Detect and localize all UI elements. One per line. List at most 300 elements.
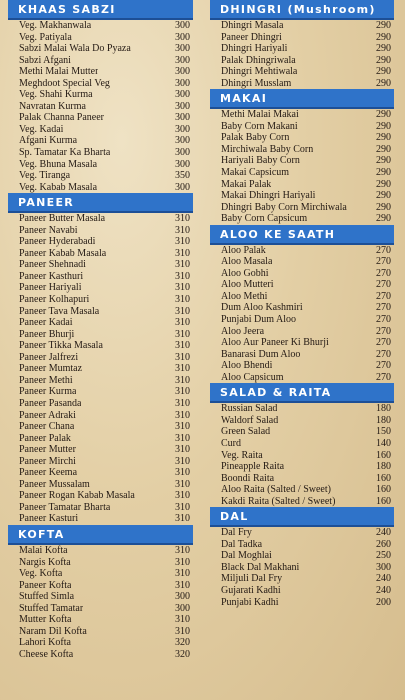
dish-price: 270 bbox=[376, 314, 391, 326]
dish-price: 310 bbox=[175, 294, 190, 306]
dish-price: 310 bbox=[175, 317, 190, 329]
dish-price: 290 bbox=[376, 155, 391, 167]
menu-item bbox=[210, 213, 394, 225]
menu-item bbox=[8, 386, 193, 398]
menu-item bbox=[210, 326, 394, 338]
menu-item bbox=[8, 159, 193, 171]
menu-item bbox=[210, 527, 394, 539]
menu-item bbox=[210, 539, 394, 551]
dish-name: Malai Kofta bbox=[19, 544, 68, 556]
menu-item bbox=[8, 591, 193, 603]
dish-price: 270 bbox=[376, 256, 391, 268]
menu-section-dhingri-mushroom bbox=[210, 0, 394, 89]
dish-name: Paneer Shehnadi bbox=[19, 259, 86, 271]
menu-item bbox=[210, 349, 394, 361]
section-header: SALAD & RAITA bbox=[210, 383, 394, 403]
dish-price: 310 bbox=[175, 467, 190, 479]
menu-item bbox=[8, 124, 193, 136]
menu-section-dal bbox=[210, 507, 394, 608]
menu-item bbox=[210, 403, 394, 415]
dish-name: Stuffed Tamatar bbox=[19, 602, 84, 614]
menu-item bbox=[210, 256, 394, 268]
menu-item bbox=[8, 259, 193, 271]
menu-item bbox=[210, 426, 394, 438]
dish-price: 290 bbox=[376, 213, 391, 225]
dish-price: 250 bbox=[376, 550, 391, 562]
dish-price: 290 bbox=[376, 43, 391, 55]
dish-name: Palak Baby Corn bbox=[221, 132, 290, 144]
dish-price: 160 bbox=[376, 484, 391, 496]
dish-name: Dhingri Baby Corn Mirchiwala bbox=[221, 201, 347, 213]
dish-price: 310 bbox=[175, 305, 190, 317]
dish-price: 290 bbox=[376, 120, 391, 132]
dish-name: Paneer Methi bbox=[19, 374, 73, 386]
menu-item bbox=[8, 557, 193, 569]
dish-price: 300 bbox=[175, 158, 190, 170]
dish-name: Paneer Kasthuri bbox=[19, 270, 84, 282]
menu-item bbox=[8, 20, 193, 32]
dish-price: 300 bbox=[376, 561, 391, 573]
dish-name: Paneer Bhurji bbox=[19, 328, 75, 340]
dish-name: Veg. Raita bbox=[221, 449, 263, 461]
menu-item bbox=[210, 291, 394, 303]
dish-name: Veg. Kadai bbox=[19, 123, 64, 135]
dish-price: 310 bbox=[175, 432, 190, 444]
dish-price: 160 bbox=[376, 495, 391, 507]
dish-price: 310 bbox=[175, 259, 190, 271]
dish-price: 310 bbox=[175, 478, 190, 490]
dish-price: 150 bbox=[376, 426, 391, 438]
dish-name: Boondi Raita bbox=[221, 472, 275, 484]
menu-item bbox=[210, 43, 394, 55]
dish-price: 310 bbox=[175, 501, 190, 513]
menu-item bbox=[8, 213, 193, 225]
dish-price: 350 bbox=[175, 170, 190, 182]
menu-section-salad-raita bbox=[210, 383, 394, 507]
dish-price: 180 bbox=[376, 461, 391, 473]
dish-price: 310 bbox=[175, 556, 190, 568]
dish-price: 290 bbox=[376, 31, 391, 43]
dish-price: 270 bbox=[376, 337, 391, 349]
dish-name: Paneer Kofta bbox=[19, 579, 72, 591]
dish-name: Veg. Kabab Masala bbox=[19, 181, 98, 193]
menu-item bbox=[8, 170, 193, 182]
dish-price: 310 bbox=[175, 213, 190, 225]
dish-name: Methi Malai Makai bbox=[221, 109, 299, 121]
menu-item bbox=[210, 496, 394, 508]
dish-name: Veg. Makhanwala bbox=[19, 20, 92, 31]
dish-name: Paneer Tava Masala bbox=[19, 305, 100, 317]
dish-price: 180 bbox=[376, 403, 391, 415]
dish-name: Russian Salad bbox=[221, 403, 278, 415]
dish-name: Veg. Patiyala bbox=[19, 31, 72, 43]
dish-price: 160 bbox=[376, 449, 391, 461]
dish-name: Aloo Capsicum bbox=[221, 371, 284, 383]
menu-item bbox=[8, 649, 193, 661]
menu-item bbox=[8, 182, 193, 194]
dish-name: Makai Dhingri Hariyali bbox=[221, 190, 316, 202]
dish-price: 310 bbox=[175, 421, 190, 433]
dish-price: 310 bbox=[175, 568, 190, 580]
dish-price: 270 bbox=[376, 348, 391, 360]
dish-name: Aloo Methi bbox=[221, 290, 268, 302]
dish-price: 310 bbox=[175, 236, 190, 248]
dish-price: 290 bbox=[376, 201, 391, 213]
menu-item bbox=[210, 562, 394, 574]
menu-item bbox=[210, 585, 394, 597]
dish-price: 300 bbox=[175, 66, 190, 78]
menu-item bbox=[210, 20, 394, 32]
dish-price: 310 bbox=[175, 544, 190, 556]
menu-item bbox=[210, 450, 394, 462]
dish-name: Veg. Shahi Kurma bbox=[19, 89, 93, 101]
dish-name: Paneer Tikka Masala bbox=[19, 340, 103, 352]
menu-item bbox=[8, 363, 193, 375]
dish-price: 180 bbox=[376, 414, 391, 426]
dish-price: 310 bbox=[175, 455, 190, 467]
dish-price: 310 bbox=[175, 224, 190, 236]
dish-name: Aloo Gobhi bbox=[221, 267, 269, 279]
menu-item bbox=[8, 513, 193, 525]
dish-price: 310 bbox=[175, 328, 190, 340]
dish-name: Dhingri Mehtiwala bbox=[221, 66, 298, 78]
menu-item bbox=[210, 66, 394, 78]
dish-name: Punjabi Dum Aloo bbox=[221, 314, 297, 326]
dish-price: 300 bbox=[175, 89, 190, 101]
dish-price: 140 bbox=[376, 437, 391, 449]
dish-name: Aloo Jeera bbox=[221, 325, 265, 337]
menu-item bbox=[210, 550, 394, 562]
dish-price: 310 bbox=[175, 579, 190, 591]
dish-price: 290 bbox=[376, 109, 391, 121]
menu-item bbox=[210, 597, 394, 609]
dish-name: Lahori Kofta bbox=[19, 637, 71, 649]
dish-price: 310 bbox=[175, 340, 190, 352]
menu-item bbox=[210, 121, 394, 133]
dish-price: 310 bbox=[175, 490, 190, 502]
dish-price: 240 bbox=[376, 527, 391, 539]
menu-item bbox=[8, 147, 193, 159]
menu-item bbox=[8, 433, 193, 445]
dish-name: Dhingri Musslam bbox=[221, 77, 292, 89]
dish-price: 300 bbox=[175, 591, 190, 603]
dish-name: Gujarati Kadhi bbox=[221, 584, 281, 596]
menu-item bbox=[8, 398, 193, 410]
dish-price: 290 bbox=[376, 178, 391, 190]
menu-item bbox=[8, 479, 193, 491]
dish-name: Makai Palak bbox=[221, 178, 272, 190]
dish-name: Paneer Kurma bbox=[19, 386, 77, 398]
menu-item bbox=[210, 245, 394, 257]
menu-item bbox=[210, 484, 394, 496]
dish-name: Sabzi Malai Wala Do Pyaza bbox=[19, 43, 131, 55]
dish-name: Methi Malai Mutter bbox=[19, 66, 99, 78]
menu-item bbox=[8, 55, 193, 67]
dish-price: 290 bbox=[376, 54, 391, 66]
dish-price: 260 bbox=[376, 538, 391, 550]
dish-name: Dhingri Masala bbox=[221, 20, 284, 31]
dish-name: Baby Corn Capsicum bbox=[221, 213, 308, 225]
dish-name: Aloo Aur Paneer Ki Bhurji bbox=[221, 337, 329, 349]
dish-price: 300 bbox=[175, 100, 190, 112]
menu-item bbox=[210, 55, 394, 67]
dish-name: Green Salad bbox=[221, 426, 271, 438]
menu-item bbox=[210, 78, 394, 90]
dish-price: 290 bbox=[376, 167, 391, 179]
dish-price: 200 bbox=[376, 596, 391, 608]
section-header: MAKAI bbox=[210, 89, 394, 109]
menu-item bbox=[8, 32, 193, 44]
dish-name: Palak Dhingriwala bbox=[221, 54, 296, 66]
menu-item bbox=[8, 580, 193, 592]
dish-name: Paneer Jalfrezi bbox=[19, 351, 79, 363]
dish-name: Paneer Butter Masala bbox=[19, 213, 106, 225]
dish-name: Paneer Palak bbox=[19, 432, 71, 444]
dish-name: Afgani Kurma bbox=[19, 135, 78, 147]
dish-name: Paneer Chana bbox=[19, 421, 75, 433]
menu-item bbox=[8, 101, 193, 113]
dish-name: Paneer Hariyali bbox=[19, 282, 82, 294]
dish-price: 300 bbox=[175, 112, 190, 124]
dish-name: Kakdi Raita (Salted / Sweet) bbox=[221, 495, 336, 507]
dish-price: 300 bbox=[175, 43, 190, 55]
dish-name: Hariyali Baby Corn bbox=[221, 155, 300, 167]
dish-name: Baby Corn Makani bbox=[221, 120, 298, 132]
dish-name: Aloo Bhendi bbox=[221, 360, 273, 372]
dish-price: 290 bbox=[376, 132, 391, 144]
menu-item bbox=[8, 294, 193, 306]
menu-item bbox=[8, 444, 193, 456]
dish-price: 300 bbox=[175, 54, 190, 66]
dish-name: Veg. Kofta bbox=[19, 568, 63, 580]
menu-item bbox=[8, 282, 193, 294]
menu-item bbox=[210, 179, 394, 191]
dish-name: Pineapple Raita bbox=[221, 461, 285, 473]
dish-name: Paneer Kasturi bbox=[19, 513, 79, 525]
dish-name: Dal Tadka bbox=[221, 538, 263, 550]
dish-name: Navratan Kurma bbox=[19, 100, 86, 112]
dish-price: 310 bbox=[175, 282, 190, 294]
menu-item bbox=[8, 89, 193, 101]
dish-price: 320 bbox=[175, 637, 190, 649]
menu-item bbox=[8, 502, 193, 514]
dish-price: 270 bbox=[376, 360, 391, 372]
dish-name: Paneer Navabi bbox=[19, 224, 78, 236]
dish-name: Paneer Adraki bbox=[19, 409, 76, 421]
dish-price: 310 bbox=[175, 247, 190, 259]
menu-item bbox=[210, 144, 394, 156]
dish-price: 310 bbox=[175, 614, 190, 626]
dish-name: Dal Fry bbox=[221, 527, 252, 539]
section-header: KHAAS SABZI bbox=[8, 0, 193, 20]
menu-section-khaas-sabzi bbox=[8, 0, 193, 193]
menu-item bbox=[210, 415, 394, 427]
dish-name: Aloo Palak bbox=[221, 244, 266, 256]
menu-item bbox=[210, 268, 394, 280]
dish-price: 310 bbox=[175, 444, 190, 456]
menu-item bbox=[8, 112, 193, 124]
menu-item bbox=[8, 490, 193, 502]
dish-name: Mutter Kofta bbox=[19, 614, 72, 626]
dish-price: 270 bbox=[376, 279, 391, 291]
menu-section-aloo-ke-saath bbox=[210, 225, 394, 384]
menu-item bbox=[210, 337, 394, 349]
dish-name: Aloo Raita (Salted / Sweet) bbox=[221, 484, 331, 496]
menu-item bbox=[8, 603, 193, 615]
menu-item bbox=[8, 135, 193, 147]
dish-price: 320 bbox=[175, 648, 190, 660]
dish-name: Paneer Mussalam bbox=[19, 478, 90, 490]
menu-item bbox=[8, 340, 193, 352]
dish-price: 290 bbox=[376, 190, 391, 202]
menu-item bbox=[8, 421, 193, 433]
section-header: DAL bbox=[210, 507, 394, 527]
dish-price: 300 bbox=[175, 20, 190, 31]
dish-name: Paneer Pasanda bbox=[19, 397, 82, 409]
dish-price: 270 bbox=[376, 325, 391, 337]
dish-price: 310 bbox=[175, 351, 190, 363]
menu-item bbox=[210, 190, 394, 202]
menu-item bbox=[8, 248, 193, 260]
menu-item bbox=[210, 32, 394, 44]
dish-name: Banarasi Dum Aloo bbox=[221, 348, 301, 360]
menu-item bbox=[8, 375, 193, 387]
menu-item bbox=[210, 360, 394, 372]
menu-item bbox=[8, 317, 193, 329]
menu-item bbox=[8, 236, 193, 248]
dish-name: Veg. Bhuna Masala bbox=[19, 158, 98, 170]
dish-name: Waldorf Salad bbox=[221, 414, 279, 426]
section-header: KOFTA bbox=[8, 525, 193, 545]
menu-item bbox=[8, 306, 193, 318]
menu-section-kofta bbox=[8, 525, 193, 660]
dish-price: 270 bbox=[376, 290, 391, 302]
menu-item bbox=[210, 573, 394, 585]
section-header: ALOO KE SAATH bbox=[210, 225, 394, 245]
dish-price: 270 bbox=[376, 244, 391, 256]
dish-price: 300 bbox=[175, 123, 190, 135]
dish-price: 300 bbox=[175, 135, 190, 147]
section-header: DHINGRI (Mushroom) bbox=[210, 0, 394, 20]
menu-item bbox=[8, 456, 193, 468]
menu-item bbox=[210, 167, 394, 179]
dish-price: 310 bbox=[175, 270, 190, 282]
menu-item bbox=[8, 43, 193, 55]
menu-item bbox=[8, 271, 193, 283]
section-header: PANEER bbox=[8, 193, 193, 213]
dish-price: 310 bbox=[175, 397, 190, 409]
dish-name: Sp. Tamatar Ka Bharta bbox=[19, 147, 111, 159]
menu-item bbox=[8, 467, 193, 479]
dish-price: 270 bbox=[376, 302, 391, 314]
dish-name: Makai Capsicum bbox=[221, 167, 290, 179]
dish-name: Paneer Dhingri bbox=[221, 31, 282, 43]
dish-name: Dum Aloo Kashmiri bbox=[221, 302, 303, 314]
dish-name: Paneer Mumtaz bbox=[19, 363, 83, 375]
dish-name: Aloo Masala bbox=[221, 256, 273, 268]
dish-name: Paneer Kabab Masala bbox=[19, 247, 107, 259]
dish-name: Paneer Hyderabadi bbox=[19, 236, 96, 248]
menu-item bbox=[8, 614, 193, 626]
dish-name: Sabzi Afgani bbox=[19, 54, 71, 66]
menu-item bbox=[210, 438, 394, 450]
dish-price: 310 bbox=[175, 386, 190, 398]
dish-name: Paneer Kolhapuri bbox=[19, 294, 90, 306]
dish-price: 300 bbox=[175, 77, 190, 89]
dish-name: Paneer Mutter bbox=[19, 444, 76, 456]
menu-item bbox=[210, 314, 394, 326]
dish-name: Paneer Mirchi bbox=[19, 455, 76, 467]
dish-price: 300 bbox=[175, 31, 190, 43]
menu-item bbox=[8, 66, 193, 78]
dish-price: 300 bbox=[175, 602, 190, 614]
menu-section-makai bbox=[210, 89, 394, 224]
menu-item bbox=[8, 352, 193, 364]
menu-item bbox=[8, 225, 193, 237]
dish-name: Dhingri Hariyali bbox=[221, 43, 288, 55]
dish-price: 270 bbox=[376, 267, 391, 279]
menu-item bbox=[8, 545, 193, 557]
dish-name: Aloo Mutteri bbox=[221, 279, 274, 291]
dish-price: 240 bbox=[376, 584, 391, 596]
menu-column-right bbox=[210, 0, 394, 608]
menu-item bbox=[8, 410, 193, 422]
menu-item bbox=[210, 132, 394, 144]
dish-name: Nargis Kofta bbox=[19, 556, 71, 568]
dish-name: Paneer Tamatar Bharta bbox=[19, 501, 111, 513]
dish-price: 270 bbox=[376, 371, 391, 383]
dish-name: Paneer Keema bbox=[19, 467, 78, 479]
dish-price: 310 bbox=[175, 409, 190, 421]
dish-price: 300 bbox=[175, 147, 190, 159]
dish-name: Paneer Kadai bbox=[19, 317, 73, 329]
menu-section-paneer bbox=[8, 193, 193, 525]
dish-name: Mirchiwala Baby Corn bbox=[221, 143, 314, 155]
dish-price: 310 bbox=[175, 625, 190, 637]
menu-item bbox=[8, 626, 193, 638]
menu-item bbox=[8, 637, 193, 649]
dish-name: Meghdoot Special Veg bbox=[19, 77, 110, 89]
menu-item bbox=[8, 329, 193, 341]
menu-item bbox=[210, 372, 394, 384]
dish-name: Curd bbox=[221, 437, 241, 449]
dish-price: 240 bbox=[376, 573, 391, 585]
menu-item bbox=[210, 279, 394, 291]
menu-column-left bbox=[8, 0, 193, 660]
dish-name: Stuffed Simla bbox=[19, 591, 75, 603]
dish-price: 290 bbox=[376, 20, 391, 31]
menu-item bbox=[210, 473, 394, 485]
dish-name: Punjabi Kadhi bbox=[221, 596, 279, 608]
dish-price: 300 bbox=[175, 181, 190, 193]
dish-price: 290 bbox=[376, 77, 391, 89]
dish-price: 290 bbox=[376, 66, 391, 78]
dish-price: 160 bbox=[376, 472, 391, 484]
menu-item bbox=[210, 461, 394, 473]
menu-item bbox=[210, 155, 394, 167]
dish-price: 290 bbox=[376, 143, 391, 155]
menu-item bbox=[210, 109, 394, 121]
dish-name: Black Dal Makhani bbox=[221, 561, 300, 573]
dish-name: Miljuli Dal Fry bbox=[221, 573, 283, 585]
dish-name: Paneer Rogan Kabab Masala bbox=[19, 490, 135, 502]
dish-price: 310 bbox=[175, 374, 190, 386]
dish-name: Veg. Tiranga bbox=[19, 170, 71, 182]
dish-price: 310 bbox=[175, 513, 190, 525]
menu-item bbox=[8, 568, 193, 580]
dish-name: Palak Channa Paneer bbox=[19, 112, 104, 124]
dish-name: Dal Moghlai bbox=[221, 550, 272, 562]
